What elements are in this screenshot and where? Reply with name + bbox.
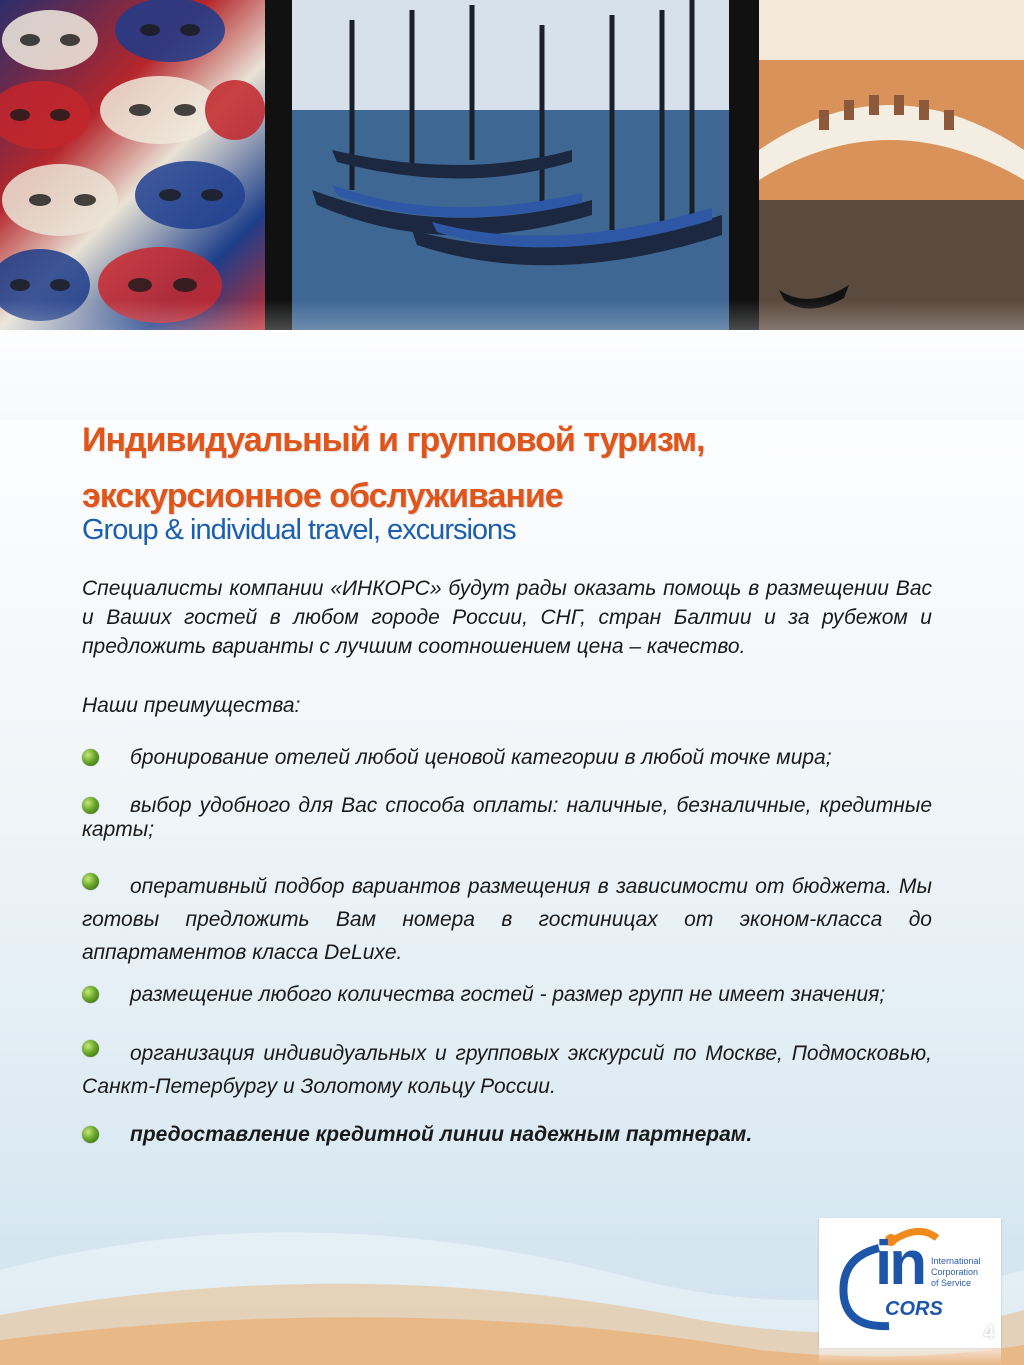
logo-tagline-line-3: of Service [931,1278,972,1288]
list-item [82,1037,932,1103]
title-line-1: Индивидуальный и групповой туризм, [82,421,705,459]
logo-wordmark: CORS [885,1298,943,1320]
page-title [82,412,942,524]
list-item-text: организация индивидуальных и групповых экскурсий по Москве, Подмосковью, Санкт-Петербургу и Золотому кольцу России. [82,1042,932,1098]
list-item-text: оперативный подбор вариантов размещения в зависимости от бюджета. Мы готовы предложить Вам номера в гостиницах от эконом-класса до аппартаментов класса DeLuxe. [82,875,932,964]
green-bullet-icon [82,797,99,814]
carnival-masks-photo [0,0,265,330]
logo-tagline-line-2: Corporation [931,1267,979,1277]
green-bullet-icon [82,1040,99,1057]
header-fade [0,300,1024,420]
list-item-text: предоставление кредитной линии надежным партнерам. [130,1123,753,1146]
page-number: 4 [983,1322,995,1344]
logo-tagline-line-1: International [931,1256,981,1266]
header-photo-strip [0,0,1024,330]
green-bullet-icon [82,873,99,890]
logo-tagline [931,1256,997,1289]
list-item [82,870,932,969]
logo-reflection [819,1348,1001,1365]
list-item-text: бронирование отелей любой ценовой категории в любой точке мира; [130,746,832,769]
list-item-text: размещение любого количества гостей - размер групп не имеет значения; [130,983,886,1006]
advantages-list [82,746,932,1147]
green-bullet-icon [82,1126,99,1143]
logo-mark: in [875,1229,925,1298]
list-item [82,983,932,1007]
rialto-bridge-photo [759,0,1024,330]
page-subtitle-en: Group & individual travel, excursions [82,514,516,546]
advantages-heading: Наши преимущества: [82,694,301,717]
list-item [82,1123,932,1147]
green-bullet-icon [82,749,99,766]
body-content [82,574,932,1147]
green-bullet-icon [82,986,99,1003]
gondolas-photo [292,0,729,330]
list-item [82,746,932,770]
list-item [82,794,932,842]
list-item-text: выбор удобного для Вас способа оплаты: наличные, безналичные, кредитные карты; [82,794,932,841]
title-line-2: экскурсионное обслуживание [82,477,563,515]
intro-paragraph: Специалисты компании «ИНКОРС» будут рады оказать помощь в размещении Вас и Ваших гостей в любом городе России, СНГ, стран Балтии и за рубежом и предложить варианты с лучшим соотношением цена – качество. [82,577,932,658]
